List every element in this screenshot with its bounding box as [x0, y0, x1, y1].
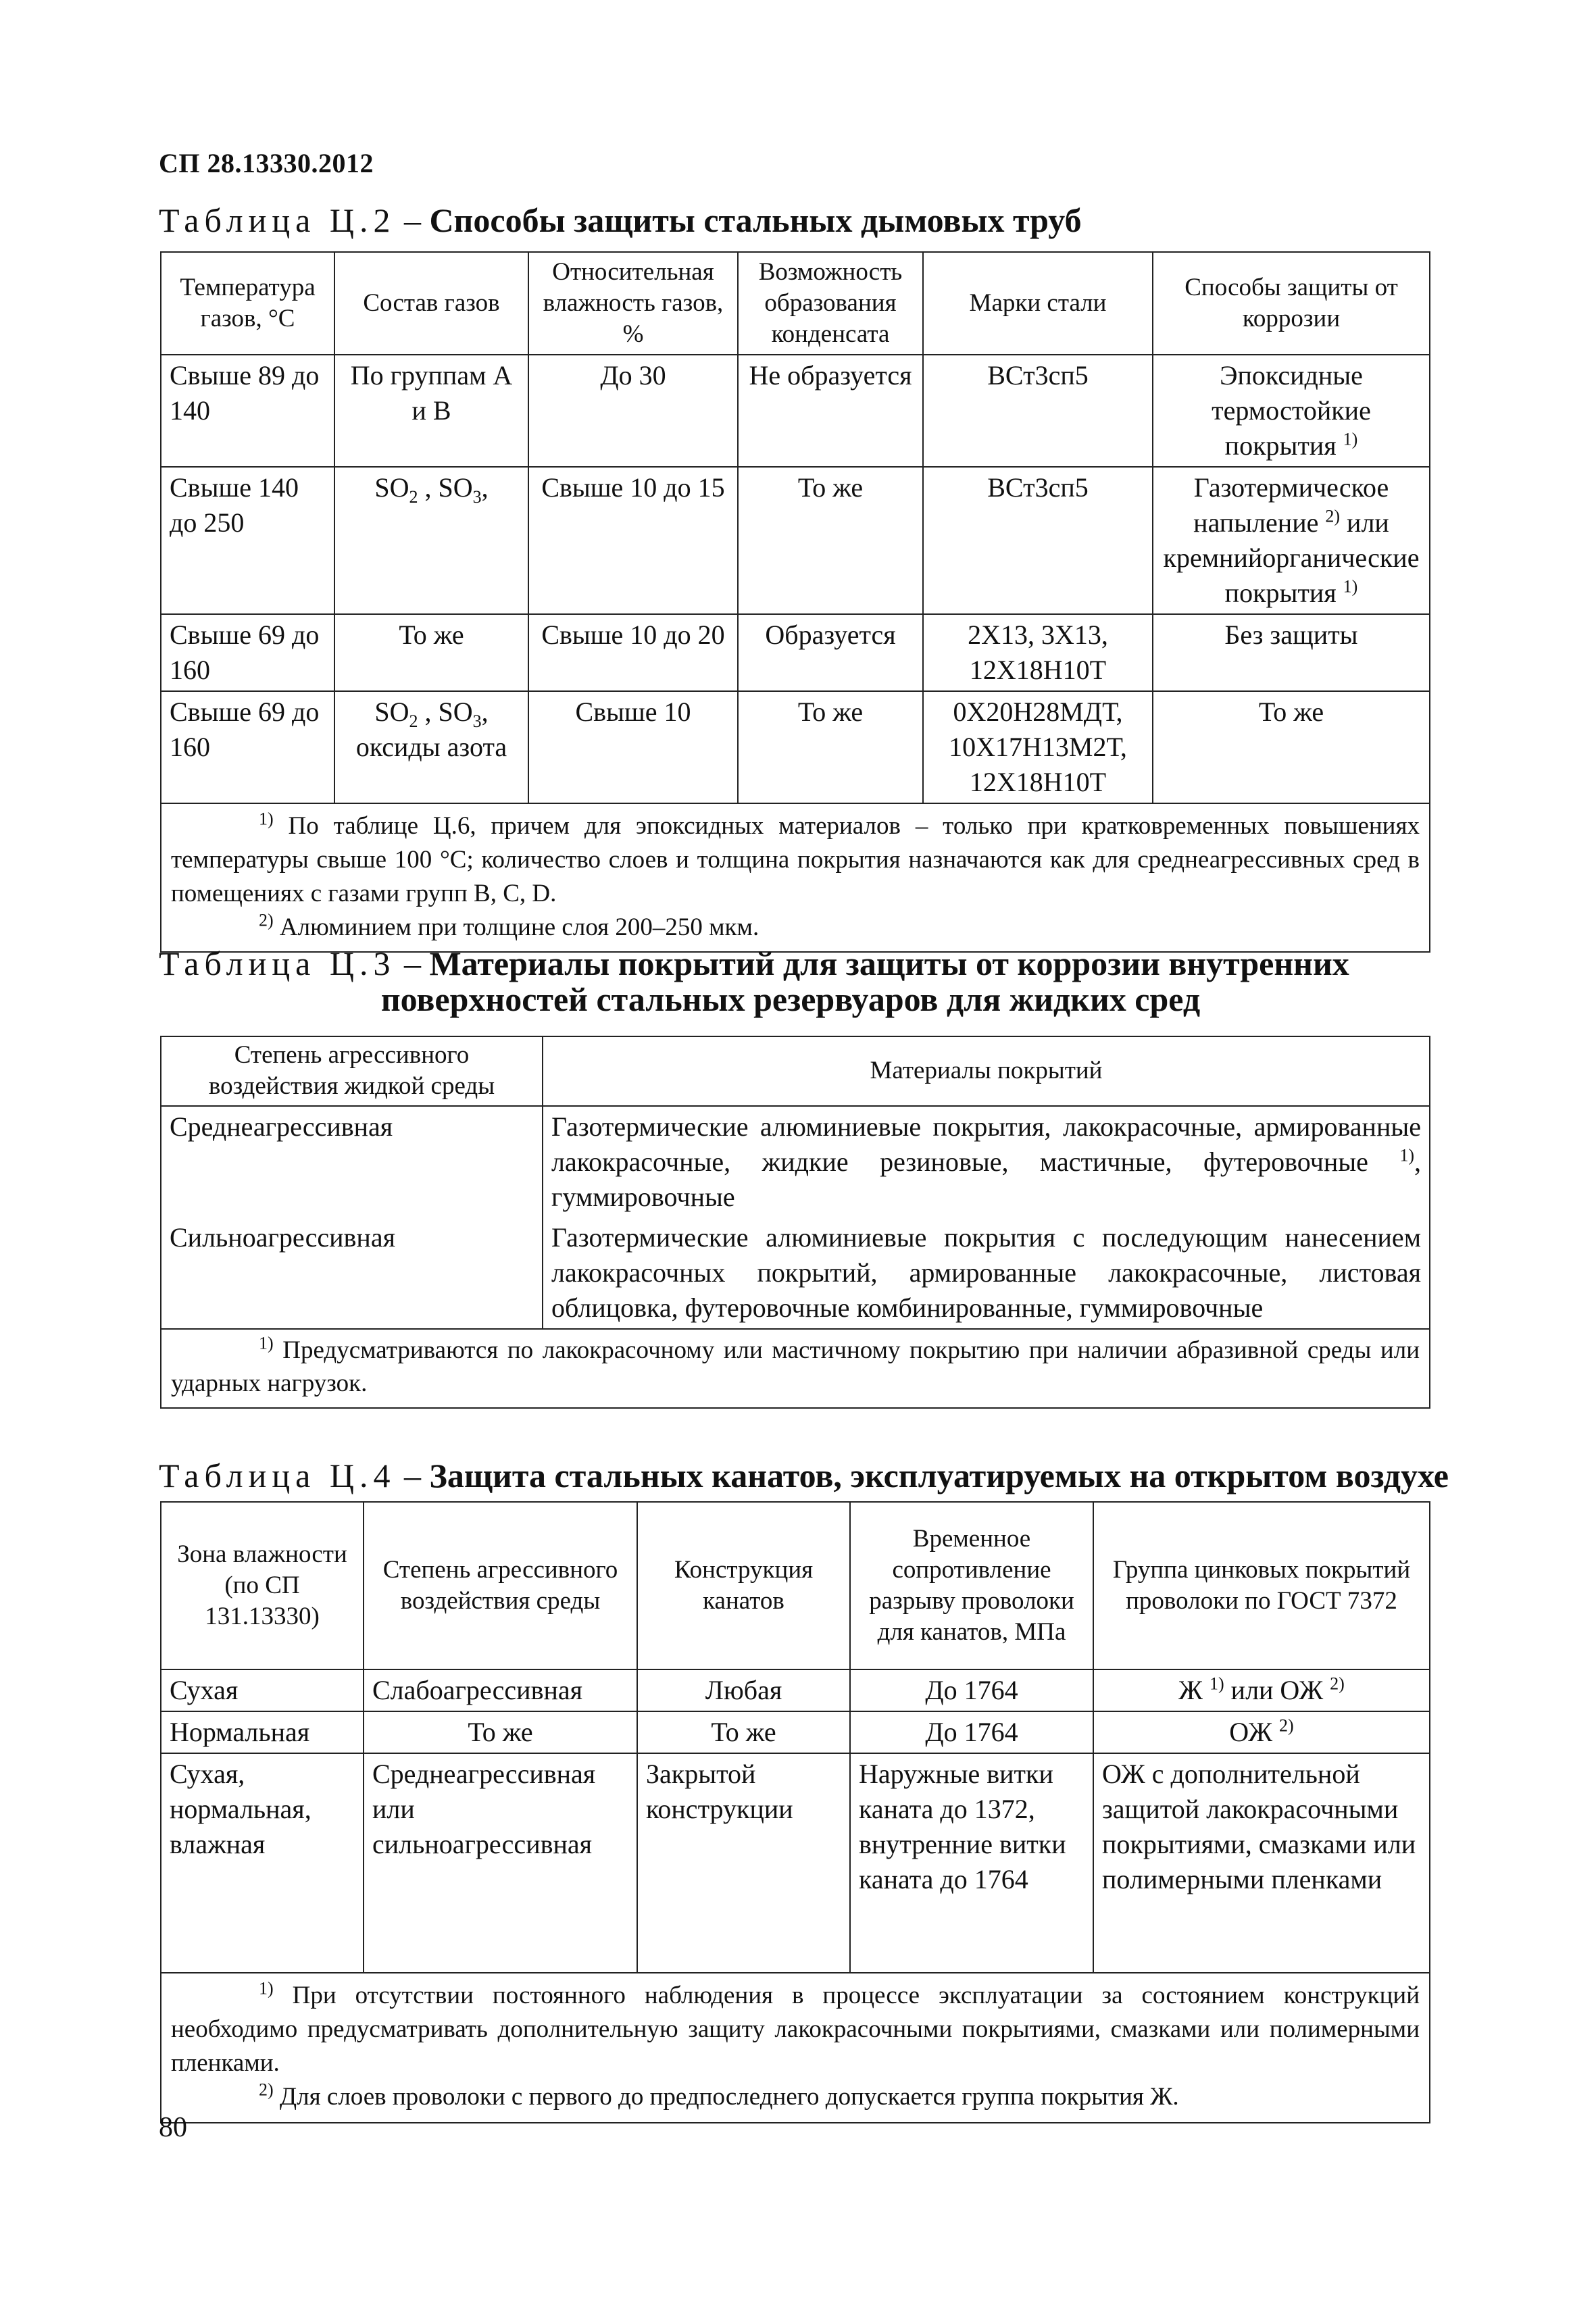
- footnote: [171, 809, 1420, 911]
- column-header: Возможность образования конденсата: [738, 252, 923, 355]
- table-cell: Без защиты: [1153, 614, 1430, 691]
- table-cell: То же: [738, 467, 923, 614]
- footnote-mark: 2): [259, 910, 274, 930]
- formula-part: ,: [481, 472, 489, 503]
- footnote: [171, 911, 1420, 945]
- column-header: Марки стали: [923, 252, 1153, 355]
- table-3: [160, 1036, 1430, 1409]
- table-row: [161, 1106, 1430, 1217]
- table-cell: Свыше 10: [528, 691, 738, 803]
- cell-text: Ж: [1178, 1675, 1203, 1705]
- column-header: Способы защиты от коррозии: [1153, 252, 1430, 355]
- table-cell: Свыше 10 до 20: [528, 614, 738, 691]
- table-cell: Среднеагрессивная: [161, 1106, 543, 1217]
- column-header: Материалы покрытий: [543, 1036, 1430, 1106]
- table-2-label: Таблица Ц.2: [159, 201, 396, 239]
- footnote-text: Предусматриваются по лакокрасочному или мастичному покрытию при наличии абразивной среды или ударных нагрузок.: [171, 1336, 1420, 1398]
- cell-text: ОЖ: [1229, 1717, 1273, 1747]
- table-3-label: Таблица Ц.3: [159, 945, 396, 982]
- table-cell: То же: [1153, 691, 1430, 803]
- table-footnotes-row: [161, 1329, 1430, 1409]
- column-header: Временное сопротивление разрыву проволоки для канатов, МПа: [850, 1502, 1093, 1669]
- table-cell: До 1764: [850, 1711, 1093, 1753]
- table-footnotes: [161, 803, 1430, 952]
- table-3-header-row: [161, 1036, 1430, 1106]
- table-cell: То же: [364, 1711, 637, 1753]
- table-row: [161, 1711, 1430, 1753]
- table-2-dash: –: [395, 201, 430, 239]
- table-4-label: Таблица Ц.4: [159, 1457, 396, 1494]
- column-header: Конструкция канатов: [637, 1502, 850, 1669]
- footnote: [171, 1979, 1420, 2080]
- footnote-text: Для слоев проволоки с первого до предпоследнего допускается группа покрытия Ж.: [279, 2082, 1179, 2111]
- table-cell: ВСт3сп5: [923, 355, 1153, 467]
- table-3-dash: –: [395, 945, 430, 982]
- table-2-header-row: [161, 252, 1430, 355]
- footnote-mark: 2): [1330, 1674, 1345, 1694]
- footnote-text: Алюминием при толщине слоя 200–250 мкм.: [279, 913, 759, 941]
- table-cell: По группам А и В: [334, 355, 528, 467]
- formula-part: SO: [438, 472, 473, 503]
- table-cell: Среднеагрессивная или сильноагрессивная: [364, 1753, 637, 1973]
- table-2: [160, 251, 1430, 953]
- table-cell: [1093, 1669, 1430, 1711]
- table-cell: До 1764: [850, 1669, 1093, 1711]
- subscript: 3: [472, 487, 482, 507]
- table-row: [161, 355, 1430, 467]
- table-4-title: Защита стальных канатов, эксплуатируемых на открытом воздухе: [429, 1457, 1449, 1494]
- table-cell: Свыше 69 до 160: [161, 614, 334, 691]
- column-header: Степень агрессивного воздействия жидкой среды: [161, 1036, 543, 1106]
- footnote-mark: 1): [1343, 429, 1358, 449]
- table-cell: До 30: [528, 355, 738, 467]
- cell-text: Газотермические алюминиевые покрытия, лакокрасочные, армированные лакокрасочные, жидкие резиновые, мастичные, футеровочные: [551, 1111, 1421, 1177]
- table-row: [161, 691, 1430, 803]
- column-header: Зона влажности (по СП 131.13330): [161, 1502, 364, 1669]
- column-header: Группа цинковых покрытий проволоки по ГОСТ 7372: [1093, 1502, 1430, 1669]
- table-3-title-line-1: Материалы покрытий для защиты от коррозии внутренних: [429, 945, 1349, 982]
- table-3-caption: [159, 946, 1422, 1017]
- cell-text: , гуммировочные: [551, 1146, 1421, 1212]
- cell-text: Газотермическое напыление: [1193, 472, 1389, 538]
- footnote-mark: 1): [259, 809, 274, 829]
- table-cell: Любая: [637, 1669, 850, 1711]
- cell-text: или ОЖ: [1224, 1675, 1324, 1705]
- table-cell: 2Х13, 3Х13, 12Х18Н10Т: [923, 614, 1153, 691]
- footnote: [171, 1334, 1420, 1401]
- table-2-title: Способы защиты стальных дымовых труб: [429, 201, 1082, 239]
- footnote-mark: 1): [1209, 1674, 1224, 1694]
- table-cell: Не образуется: [738, 355, 923, 467]
- table-cell: Сухая: [161, 1669, 364, 1711]
- table-footnotes: [161, 1973, 1430, 2123]
- column-header: Относительная влажность газов, %: [528, 252, 738, 355]
- footnote-mark: 2): [259, 2080, 274, 2100]
- table-cell: ВСт3сп5: [923, 467, 1153, 614]
- table-cell: Нормальная: [161, 1711, 364, 1753]
- footnote-text: При отсутствии постоянного наблюдения в процессе эксплуатации за состоянием конструкций необходимо предусматривать дополнительную защиту лакокрасочными покрытиями, смазками или полимерными пленками.: [171, 1982, 1420, 2077]
- cell-text: или кремнийорганические покрытия: [1163, 507, 1420, 608]
- table-3-title-line-2: поверхностей стальных резервуаров для жидких сред: [380, 980, 1201, 1018]
- footnote: [171, 2080, 1420, 2114]
- table-cell: [1093, 1711, 1430, 1753]
- table-cell: Свыше 140 до 250: [161, 467, 334, 614]
- table-cell: Сухая, нормальная, влажная: [161, 1753, 364, 1973]
- formula-part: SO: [374, 472, 409, 503]
- formula-part: SO: [438, 697, 473, 727]
- subscript: 2: [409, 487, 418, 507]
- table-cell: [1153, 355, 1430, 467]
- table-4-caption: [159, 1458, 1449, 1494]
- column-header: Степень агрессивного воздействия среды: [364, 1502, 637, 1669]
- table-cell: Наружные витки каната до 1372, внутренние витки каната до 1764: [850, 1753, 1093, 1973]
- cell-text: Эпоксидные термостойкие покрытия: [1212, 360, 1371, 461]
- table-2-caption: [159, 203, 1082, 238]
- footnote-mark: 2): [1279, 1715, 1294, 1736]
- table-4: [160, 1501, 1430, 2123]
- subscript: 3: [472, 711, 482, 731]
- table-row: [161, 1753, 1430, 1973]
- table-4-dash: –: [395, 1457, 430, 1494]
- table-cell: 0Х20Н28МДТ, 10Х17Н13М2Т, 12Х18Н10Т: [923, 691, 1153, 803]
- cell-text: оксиды азота: [355, 732, 507, 762]
- table-footnotes-row: [161, 1973, 1430, 2123]
- footnote-mark: 1): [259, 1978, 274, 1998]
- page-number: 80: [159, 2112, 187, 2143]
- table-cell: Свыше 10 до 15: [528, 467, 738, 614]
- footnote-mark: 1): [1343, 576, 1358, 597]
- footnote-text: По таблице Ц.6, причем для эпоксидных материалов – только при кратковременных повышениях температуры свыше 100 °С; количество слоев и толщина покрытия назначаются как для среднеагрессивных сред в помещениях с газами групп В, С, D.: [171, 812, 1420, 907]
- table-cell: Образуется: [738, 614, 923, 691]
- footnote-mark: 1): [1399, 1145, 1414, 1165]
- table-row: [161, 1669, 1430, 1711]
- table-row: [161, 467, 1430, 614]
- column-header: Температура газов, °С: [161, 252, 334, 355]
- document-code: СП 28.13330.2012: [159, 148, 374, 178]
- table-footnotes-row: [161, 803, 1430, 952]
- table-row: [161, 614, 1430, 691]
- table-row: [161, 1217, 1430, 1329]
- formula-part: ,: [418, 697, 439, 727]
- table-cell: ОЖ с дополнительной защитой лакокрасочными покрытиями, смазками или полимерными пленками: [1093, 1753, 1430, 1973]
- table-cell: То же: [738, 691, 923, 803]
- table-cell: Газотермические алюминиевые покрытия с последующим нанесением лакокрасочных покрытий, армированные лакокрасочные, листовая облицовка, футеровочные комбинированные, гуммировочные: [543, 1217, 1430, 1329]
- table-cell: Свыше 69 до 160: [161, 691, 334, 803]
- formula-part: ,: [481, 697, 489, 727]
- table-cell: [334, 467, 528, 614]
- table-cell: Сильноагрессивная: [161, 1217, 543, 1329]
- table-cell: То же: [334, 614, 528, 691]
- table-cell: Свыше 89 до 140: [161, 355, 334, 467]
- table-cell: Слабоагрессивная: [364, 1669, 637, 1711]
- table-footnotes: [161, 1329, 1430, 1409]
- table-cell: Закрытой конструкции: [637, 1753, 850, 1973]
- table-cell: [543, 1106, 1430, 1217]
- table-cell: То же: [637, 1711, 850, 1753]
- column-header: Состав газов: [334, 252, 528, 355]
- formula-part: SO: [374, 697, 409, 727]
- footnote-mark: 2): [1325, 506, 1341, 526]
- table-cell: [334, 691, 528, 803]
- formula-part: ,: [418, 472, 439, 503]
- footnote-mark: 1): [259, 1333, 274, 1353]
- table-4-header-row: [161, 1502, 1430, 1669]
- subscript: 2: [409, 711, 418, 731]
- table-cell: [1153, 467, 1430, 614]
